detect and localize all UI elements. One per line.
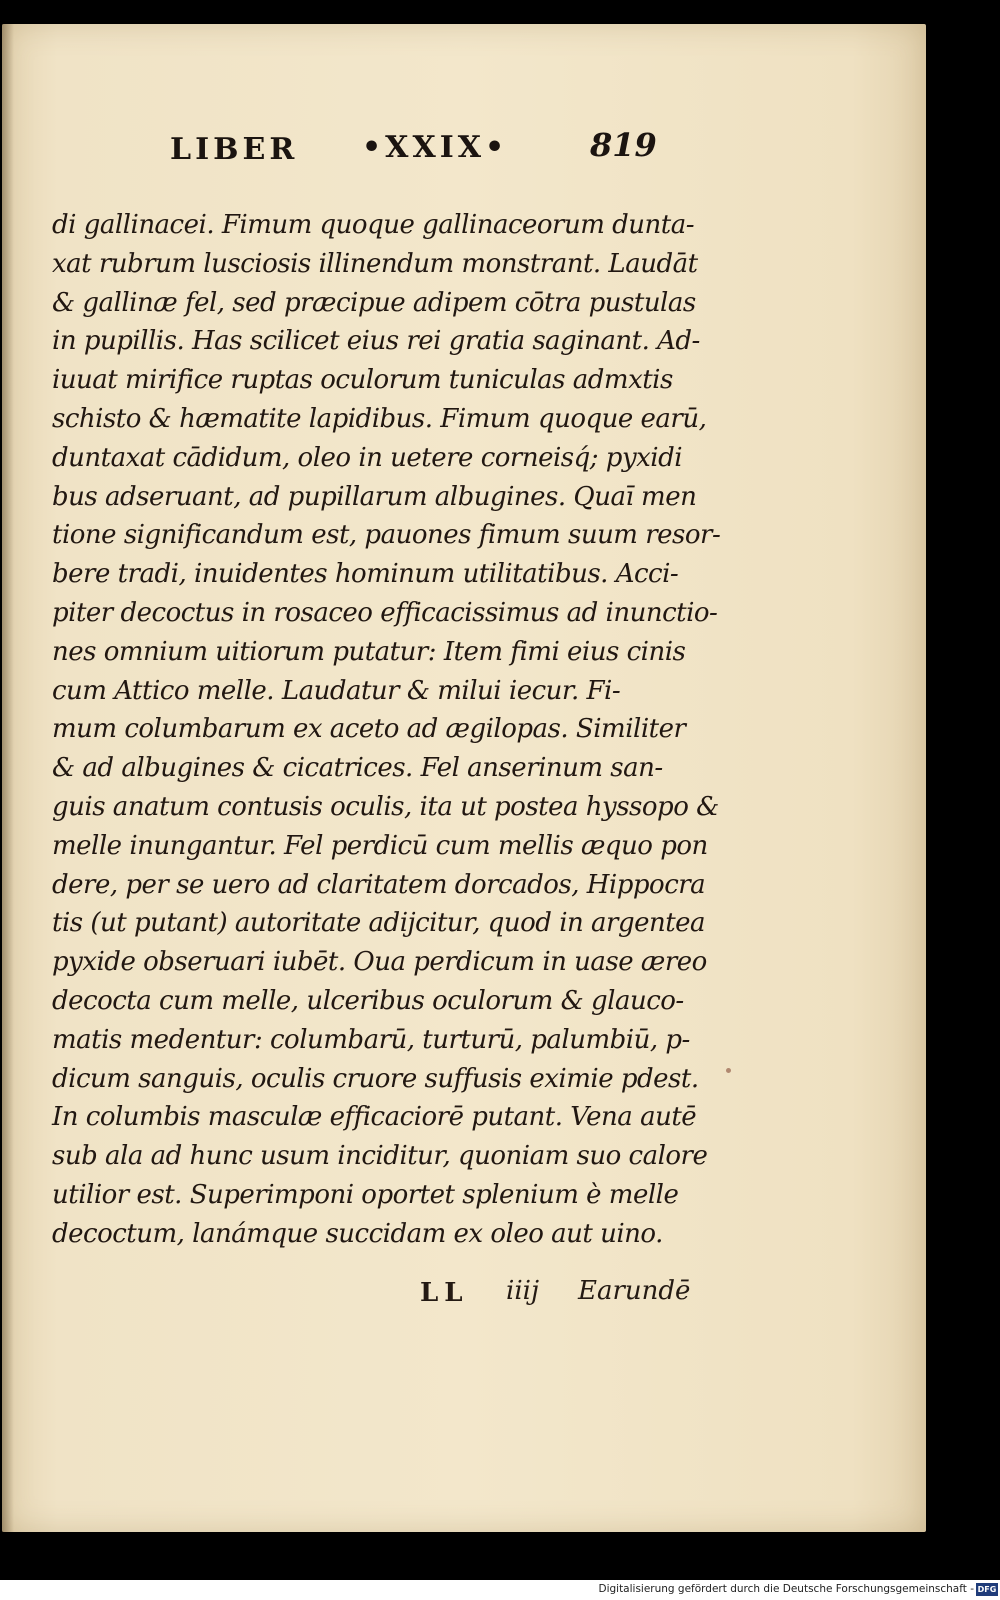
text-line: tis (ut putant) autoritate adijcitur, quod in argentea xyxy=(52,908,706,939)
text-line: duntaxat cādidum, oleo in uetere corneisq́; pyxidi xyxy=(52,442,683,473)
text-line: guis anatum contusis oculis, ita ut postea hyssopo & xyxy=(52,791,719,822)
text-line: piter decoctus in rosaceo efficacissimus ad inunctio- xyxy=(52,597,718,628)
text-line: dicum sanguis, oculis cruore suffusis eximie pdest. xyxy=(52,1063,699,1094)
text-line: schisto & hæmatite lapidibus. Fimum quoque earū, xyxy=(52,403,707,434)
text-line: In columbis masculæ efficaciorē putant. Vena autē xyxy=(52,1102,697,1133)
text-line: sub ala ad hunc usum inciditur, quoniam suo calore xyxy=(52,1141,708,1172)
text-line: cum Attico melle. Laudatur & milui iecur. Fi- xyxy=(52,675,621,706)
text-line: xat rubrum lusciosis illinendum monstrant. Laudāt xyxy=(52,248,698,279)
text-block xyxy=(52,206,721,1254)
footer-bar xyxy=(0,1580,1000,1600)
text-line: di gallinacei. Fimum quoque gallinaceorum dunta- xyxy=(52,210,695,240)
book-page xyxy=(2,24,926,1532)
text-line: iuuat mirifice ruptas oculorum tuniculas admxtis xyxy=(52,365,673,396)
text-line: nes omnium uitiorum putatur: Item fimi eius cinis xyxy=(52,636,686,667)
ink-spot xyxy=(726,1068,731,1073)
folio-number: 819 xyxy=(590,126,657,164)
footer-credit: Digitalisierung gefördert durch die Deutsche Forschungsgemeinschaft - xyxy=(598,1583,974,1595)
text-line: matis medentur: columbarū, turturū, palumbiū, p- xyxy=(52,1024,690,1055)
text-line: pyxide obseruari iubēt. Oua perdicum in uase æreo xyxy=(52,947,707,978)
text-line: & ad albugines & cicatrices. Fel anserinum san- xyxy=(52,753,663,784)
running-head-title: LIBER xyxy=(170,132,299,167)
spine-shadow xyxy=(2,24,14,1532)
signature-number: iiij xyxy=(506,1276,540,1306)
text-line: decoctum, lanámque succidam ex oleo aut uino. xyxy=(52,1218,663,1249)
running-head xyxy=(162,124,662,184)
text-line: decocta cum melle, ulceribus oculorum & glauco- xyxy=(52,985,684,1016)
catchword: Earundē xyxy=(578,1276,691,1306)
signature-mark: LL xyxy=(420,1278,469,1308)
text-line: in pupillis. Has scilicet eius rei gratia saginant. Ad- xyxy=(52,326,700,357)
text-line: mum columbarum ex aceto ad ægilopas. Similiter xyxy=(52,714,686,745)
dfg-logo[interactable]: DFG xyxy=(977,1585,997,1594)
text-line: tione significandum est, pauones fimum suum resor- xyxy=(52,520,721,551)
signature-line xyxy=(412,1274,692,1314)
running-head-book-number: •XXIX• xyxy=(362,130,509,165)
text-line: bus adseruant, ad pupillarum albugines. Quaī men xyxy=(52,481,697,512)
text-line: bere tradi, inuidentes hominum utilitatibus. Acci- xyxy=(52,559,679,590)
text-line: utilior est. Superimponi oportet splenium è melle xyxy=(52,1179,679,1210)
text-line: & gallinæ fel, sed præcipue adipem cōtra pustulas xyxy=(52,287,696,318)
text-line: dere, per se uero ad claritatem dorcados, Hippocra xyxy=(52,869,706,900)
text-line: melle inungantur. Fel perdicū cum mellis æquo pon xyxy=(52,830,708,861)
